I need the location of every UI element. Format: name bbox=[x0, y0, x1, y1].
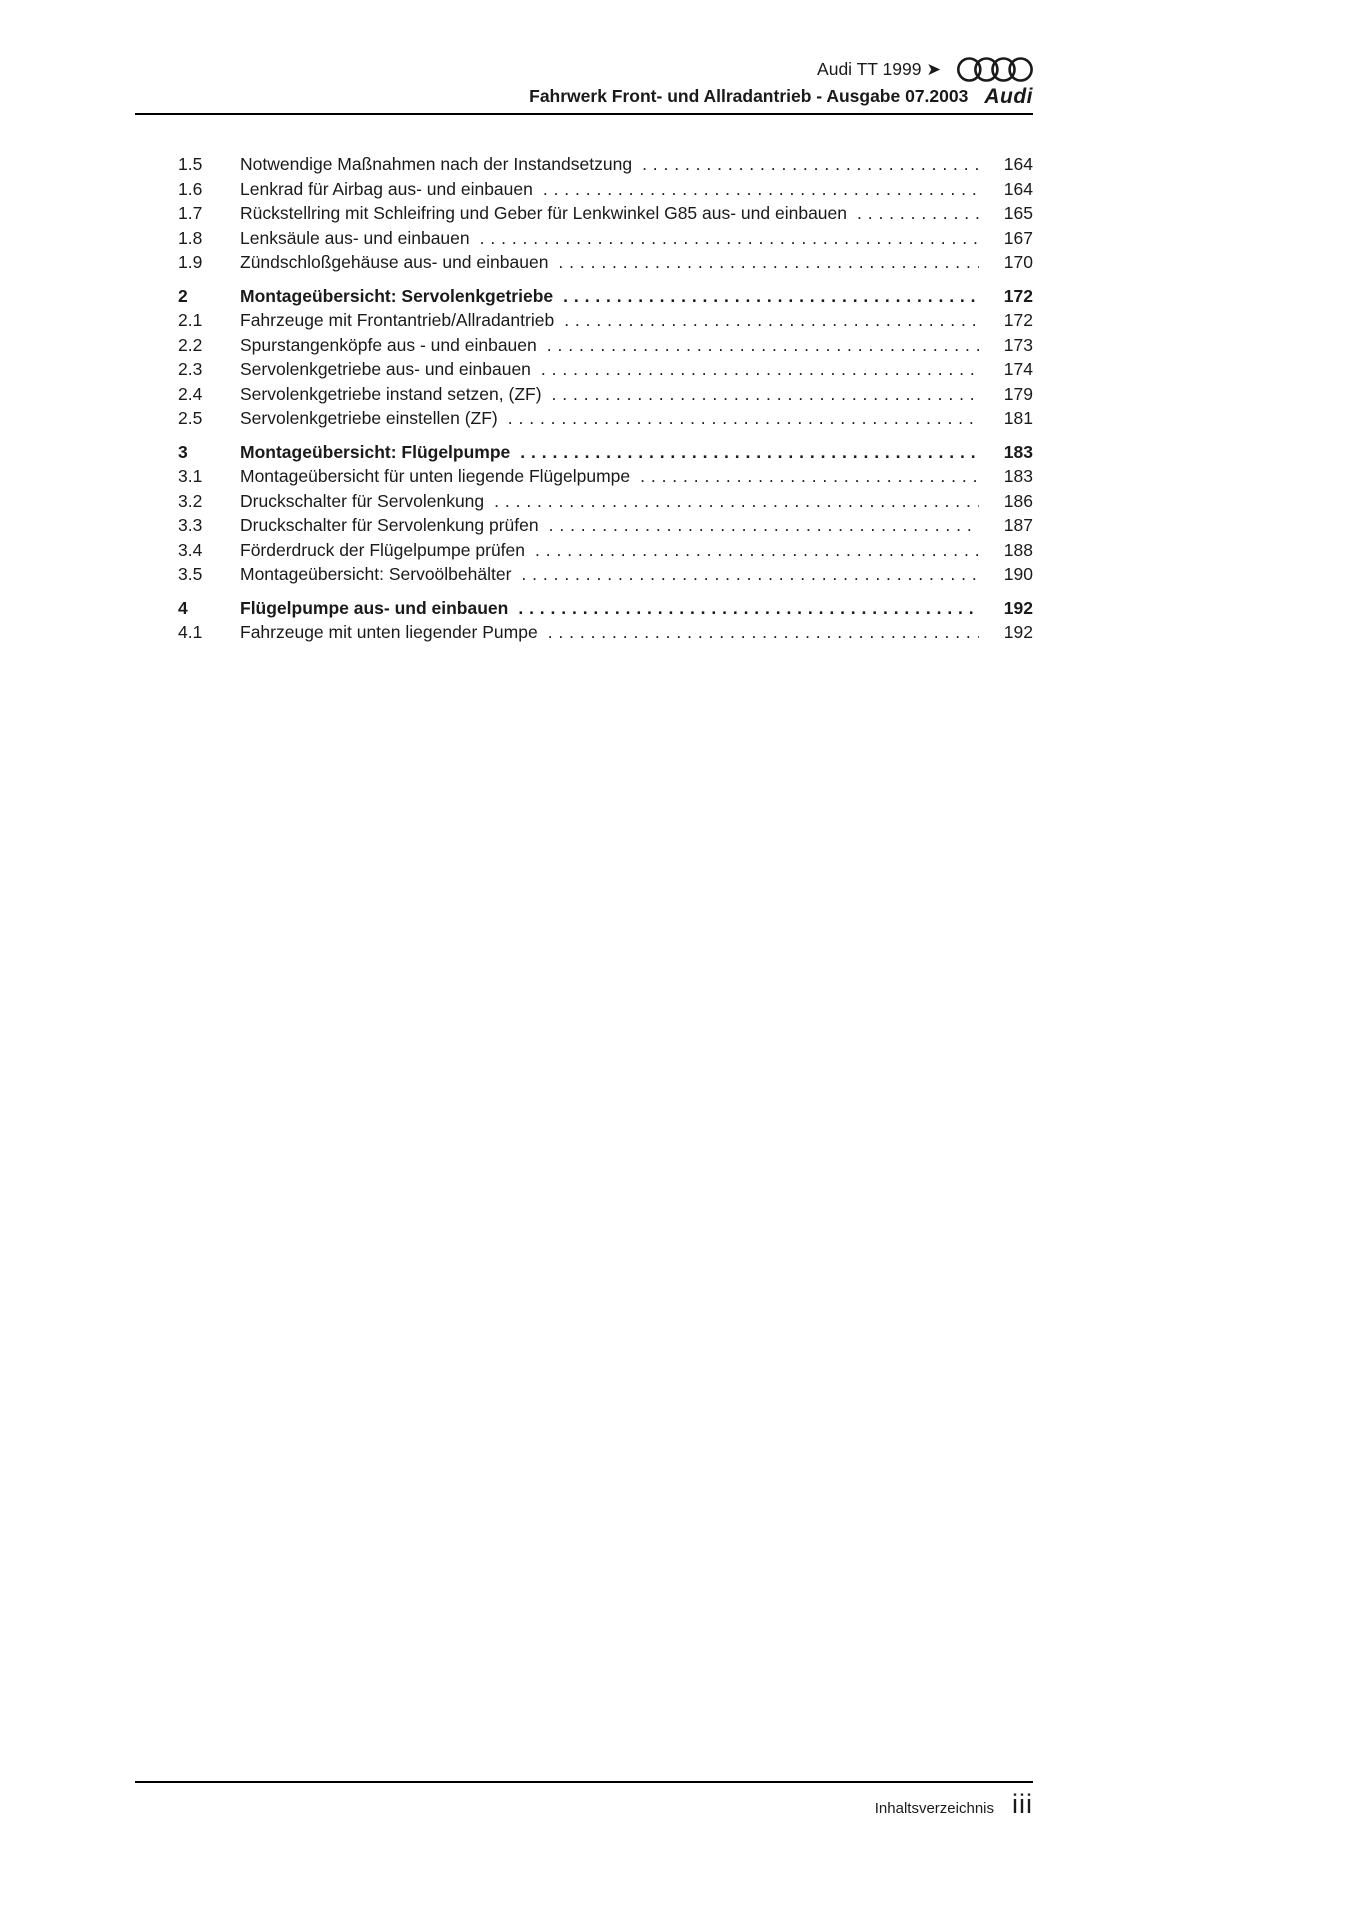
toc-entry-page: 165 bbox=[1003, 203, 1033, 223]
toc-entry bbox=[135, 440, 1033, 465]
toc-entry-page: 170 bbox=[1003, 252, 1033, 272]
toc-entry bbox=[135, 562, 1033, 587]
toc-entry bbox=[135, 284, 1033, 309]
toc-entry-title: Montageübersicht: Servolenkgetriebe bbox=[240, 285, 554, 306]
page-header bbox=[135, 56, 1033, 115]
dot-leader bbox=[518, 596, 979, 621]
dot-leader bbox=[521, 562, 979, 587]
toc-entry-number: 3.4 bbox=[178, 539, 203, 560]
dot-leader bbox=[558, 250, 979, 275]
toc-entry-page: 164 bbox=[1003, 154, 1033, 174]
audi-rings-icon bbox=[957, 56, 1033, 83]
toc-entry-title: Lenksäule aus- und einbauen bbox=[240, 227, 470, 248]
toc-entry-number: 3.1 bbox=[178, 466, 203, 486]
toc-entry-title: Rückstellring mit Schleifring und Geber für Lenkwinkel G85 aus- und einbauen bbox=[240, 203, 847, 223]
page-footer bbox=[135, 1781, 1033, 1818]
toc-entry bbox=[135, 333, 1033, 358]
footer-divider bbox=[135, 1781, 1033, 1783]
toc-entry bbox=[135, 308, 1033, 333]
toc-entry bbox=[135, 201, 1033, 226]
toc-entry bbox=[135, 250, 1033, 275]
toc-entry-title: Servolenkgetriebe aus- und einbauen bbox=[240, 359, 531, 379]
toc-entry-page: 181 bbox=[1003, 408, 1033, 428]
toc-entry bbox=[135, 620, 1033, 645]
dot-leader bbox=[642, 152, 979, 177]
toc-entry-title: Fahrzeuge mit unten liegender Pumpe bbox=[240, 622, 538, 642]
toc-entry bbox=[135, 596, 1033, 621]
dot-leader bbox=[508, 406, 979, 431]
toc-entry-title: Notwendige Maßnahmen nach der Instandsetzung bbox=[240, 154, 633, 174]
toc-entry-title: Spurstangenköpfe aus - und einbauen bbox=[240, 334, 537, 355]
dot-leader bbox=[564, 308, 979, 333]
toc-entry-page: 173 bbox=[1003, 334, 1033, 355]
toc-entry-number: 2.4 bbox=[178, 383, 203, 404]
dot-leader bbox=[857, 201, 979, 226]
toc-entry-number: 3.3 bbox=[178, 515, 203, 535]
toc-entry-number: 2.1 bbox=[178, 310, 203, 330]
footer-section-label: Inhaltsverzeichnis bbox=[874, 1800, 994, 1817]
toc-entry-page: 179 bbox=[1003, 383, 1033, 404]
toc-entry bbox=[135, 357, 1033, 382]
toc-entry-page: 172 bbox=[1003, 310, 1033, 330]
toc-entry bbox=[135, 489, 1033, 514]
header-model-text: Audi TT 1999 ➤ bbox=[817, 59, 941, 79]
toc-list bbox=[135, 152, 1033, 645]
toc-entry-page: 183 bbox=[1003, 441, 1033, 462]
dot-leader bbox=[520, 440, 979, 465]
toc-entry bbox=[135, 406, 1033, 431]
dot-leader bbox=[480, 226, 979, 251]
toc-entry-number: 4.1 bbox=[178, 622, 203, 642]
dot-leader bbox=[563, 284, 979, 309]
dot-leader bbox=[552, 382, 979, 407]
toc-entry bbox=[135, 152, 1033, 177]
toc-entry-number: 1.6 bbox=[178, 178, 203, 199]
dot-leader bbox=[640, 464, 979, 489]
header-row-model bbox=[135, 56, 1033, 83]
dot-leader bbox=[549, 513, 979, 538]
toc-entry-number: 1.9 bbox=[178, 252, 203, 272]
dot-leader bbox=[547, 333, 979, 358]
toc-entry-number: 1.8 bbox=[178, 227, 203, 248]
toc-entry-number: 2 bbox=[178, 285, 188, 306]
toc-entry bbox=[135, 226, 1033, 251]
toc-entry-number: 2.5 bbox=[178, 408, 203, 428]
header-doc-title: Fahrwerk Front- und Allradantrieb - Ausgabe 07.2003 bbox=[529, 86, 969, 106]
toc-entry-page: 187 bbox=[1003, 515, 1033, 535]
toc-entry-page: 190 bbox=[1003, 564, 1033, 584]
toc-entry-number: 4 bbox=[178, 597, 188, 618]
toc-entry-page: 172 bbox=[1003, 285, 1033, 306]
toc-entry-title: Flügelpumpe aus- und einbauen bbox=[240, 597, 509, 618]
dot-leader bbox=[494, 489, 979, 514]
toc-entry-number: 1.5 bbox=[178, 154, 203, 174]
toc-entry-title: Servolenkgetriebe einstellen (ZF) bbox=[240, 408, 498, 428]
toc-entry bbox=[135, 382, 1033, 407]
toc-entry-title: Servolenkgetriebe instand setzen, (ZF) bbox=[240, 383, 542, 404]
toc-entry-title: Druckschalter für Servolenkung bbox=[240, 490, 485, 511]
dot-leader bbox=[548, 620, 979, 645]
toc-entry-number: 2.2 bbox=[178, 334, 203, 355]
dot-leader bbox=[535, 538, 979, 563]
toc-entry bbox=[135, 464, 1033, 489]
toc-entry-title: Montageübersicht: Servoölbehälter bbox=[240, 564, 512, 584]
dot-leader bbox=[543, 177, 979, 202]
toc-entry-page: 167 bbox=[1003, 227, 1033, 248]
toc-entry-title: Fahrzeuge mit Frontantrieb/Allradantrieb bbox=[240, 310, 555, 330]
toc-entry-number: 1.7 bbox=[178, 203, 203, 223]
toc-entry-page: 164 bbox=[1003, 178, 1033, 199]
header-divider bbox=[135, 113, 1033, 115]
toc-entry-page: 186 bbox=[1003, 490, 1033, 511]
audi-wordmark: Audi bbox=[984, 85, 1033, 108]
toc-entry-page: 174 bbox=[1003, 359, 1033, 379]
toc-entry-title: Lenkrad für Airbag aus- und einbauen bbox=[240, 178, 533, 199]
toc-entry-number: 2.3 bbox=[178, 359, 203, 379]
toc-entry-number: 3.2 bbox=[178, 490, 203, 511]
toc-entry-title: Druckschalter für Servolenkung prüfen bbox=[240, 515, 539, 535]
toc-entry-number: 3.5 bbox=[178, 564, 203, 584]
toc-entry-page: 188 bbox=[1003, 539, 1033, 560]
toc-entry-page: 192 bbox=[1003, 622, 1033, 642]
toc-entry-title: Zündschloßgehäuse aus- und einbauen bbox=[240, 252, 549, 272]
footer-page-number: iii bbox=[1012, 1789, 1033, 1819]
header-row-title bbox=[135, 86, 1033, 107]
toc-entry-title: Montageübersicht für unten liegende Flügelpumpe bbox=[240, 466, 631, 486]
toc-entry bbox=[135, 177, 1033, 202]
footer-row bbox=[135, 1791, 1033, 1818]
toc-entry bbox=[135, 538, 1033, 563]
toc-entry-page: 183 bbox=[1003, 466, 1033, 486]
dot-leader bbox=[541, 357, 979, 382]
toc-entry-page: 192 bbox=[1003, 597, 1033, 618]
toc-entry-number: 3 bbox=[178, 441, 188, 462]
toc-entry-title: Förderdruck der Flügelpumpe prüfen bbox=[240, 539, 526, 560]
toc-entry bbox=[135, 513, 1033, 538]
toc-entry-title: Montageübersicht: Flügelpumpe bbox=[240, 441, 511, 462]
